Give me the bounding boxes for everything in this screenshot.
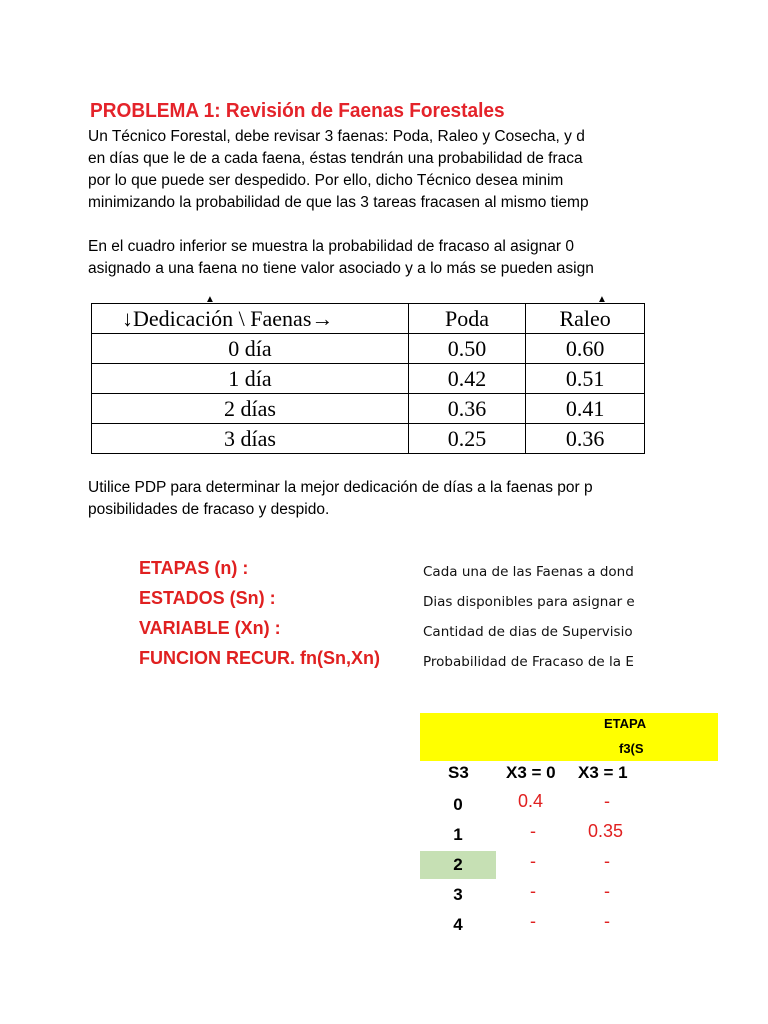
table-cell: 0.36 (526, 424, 645, 454)
table-intro-paragraph (88, 236, 594, 280)
intro-line: Un Técnico Forestal, debe revisar 3 faenas: Poda, Raleo y Cosecha, y d (88, 128, 585, 145)
definition-description: Probabilidad de Fracaso de la E (423, 654, 634, 670)
state-label: 4 (453, 915, 463, 934)
stage-header-band (420, 713, 718, 761)
grid-value: - (604, 791, 610, 811)
grid-value: - (530, 881, 536, 901)
definition-description: Dias disponibles para asignar e (423, 594, 635, 610)
closing-line: Utilice PDP para determinar la mejor dedicación de días a la faenas por p (88, 479, 593, 496)
grid-value: - (530, 851, 536, 871)
header-cell: ↓Dedicación \ Faenas→ (92, 304, 409, 334)
grid-value: - (530, 821, 536, 841)
table-cell: 0 día (92, 334, 409, 364)
grid-value: 0.35 (588, 821, 624, 841)
definition-term: VARIABLE (Xn) : (139, 618, 281, 638)
grid-header-s3: S3 (448, 763, 469, 782)
state-label: 3 (453, 885, 463, 904)
grid-header-x3-0: X3 = 0 (506, 763, 556, 782)
problem-title: PROBLEMA 1: Revisión de Faenas Forestales (90, 99, 505, 122)
table-cell: 0.36 (408, 394, 525, 424)
closing-paragraph (88, 477, 593, 521)
table-cell: 1 día (92, 364, 409, 394)
table-header-row (92, 304, 645, 334)
table-row (92, 424, 645, 454)
probability-table (91, 303, 645, 454)
closing-line: posibilidades de fracaso y despido. (88, 501, 330, 518)
grid-header-x3-1: X3 = 1 (578, 763, 628, 782)
grid-value: 0.4 (518, 791, 544, 811)
table-cell: 0.51 (526, 364, 645, 394)
state-label: 0 (453, 795, 463, 814)
grid-value: - (604, 881, 610, 901)
state-label: 1 (453, 825, 463, 844)
grid-value: - (604, 911, 610, 931)
definition-term: FUNCION RECUR. fn(Sn,Xn) (139, 648, 380, 668)
header-cell: Raleo (526, 304, 645, 334)
up-arrow-mark: ▲ (205, 294, 215, 305)
table-cell: 0.25 (408, 424, 525, 454)
intro-line: minimizando la probabilidad de que las 3 tareas fracasen al mismo tiemp (88, 194, 589, 211)
intro-paragraph (88, 126, 589, 214)
header-cell: Poda (408, 304, 525, 334)
table-row (92, 364, 645, 394)
stage-function: f3(S (619, 741, 644, 756)
table-cell: 0.41 (526, 394, 645, 424)
table-row (92, 334, 645, 364)
stage-title: ETAPA (604, 716, 647, 731)
intro-line: en días que le de a cada faena, éstas tendrán una probabilidad de fraca (88, 150, 583, 167)
table-cell: 0.50 (408, 334, 525, 364)
state-label-highlighted: 2 (420, 851, 496, 879)
table-cell: 2 días (92, 394, 409, 424)
intro-line: por lo que puede ser despedido. Por ello, dicho Técnico desea minim (88, 172, 564, 189)
table-cell: 0.42 (408, 364, 525, 394)
definition-description: Cantidad de dias de Supervisio (423, 624, 633, 640)
table-intro-line: En el cuadro inferior se muestra la probabilidad de fracaso al asignar 0 (88, 238, 574, 255)
table-cell: 0.60 (526, 334, 645, 364)
up-arrow-mark: ▲ (597, 294, 607, 305)
grid-value: - (604, 851, 610, 871)
table-row (92, 394, 645, 424)
definition-description: Cada una de las Faenas a dond (423, 564, 634, 580)
table-intro-line: asignado a una faena no tiene valor asociado y a lo más se pueden asign (88, 260, 594, 277)
grid-value: - (530, 911, 536, 931)
definition-term: ETAPAS (n) : (139, 558, 249, 578)
table-cell: 3 días (92, 424, 409, 454)
definition-term: ESTADOS (Sn) : (139, 588, 276, 608)
